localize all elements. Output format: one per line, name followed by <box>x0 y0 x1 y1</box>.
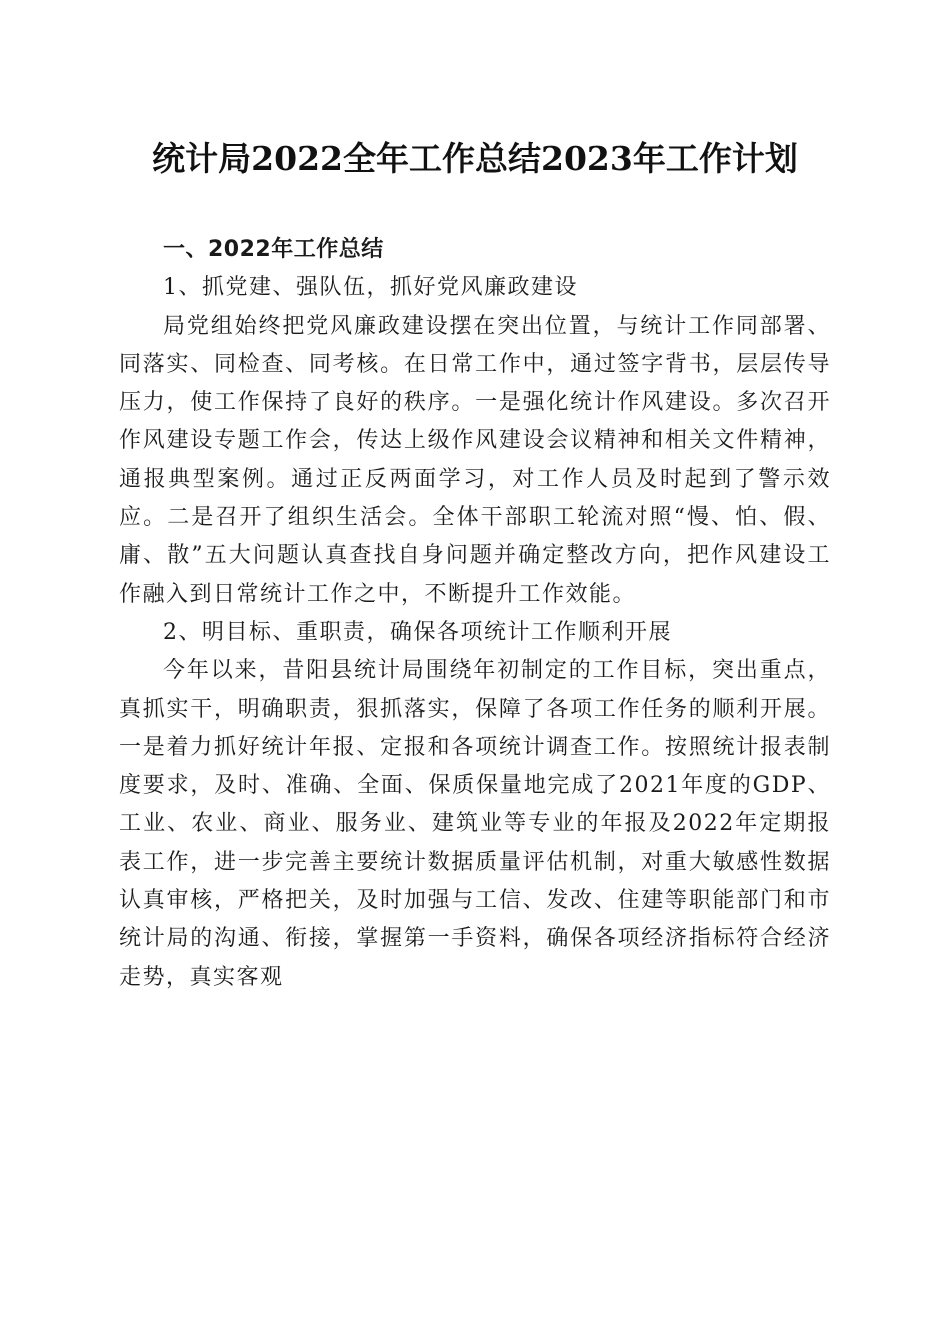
subsection-heading-2: 2、明目标、重职责，确保各项统计工作顺利开展 <box>163 619 672 645</box>
subsection-heading-1: 1、抓党建、强队伍，抓好党风廉政建设 <box>163 275 578 301</box>
document-title: 统计局2022全年工作总结2023年工作计划 <box>152 139 798 178</box>
document-body <box>119 231 831 997</box>
paragraph-2: 今年以来，昔阳县统计局围绕年初制定的工作目标，突出重点，真抓实干，明确职责，狠抓落实，保障了各项工作任务的顺利开展。一是着力抓好统计年报、定报和各项统计调查工作。按照统计报表制度要求，及时、准确、全面、保质保量地完成了2021年度的GDP、工业、农业、商业、服务业、建筑业等专业的年报及2022年定期报表工作，进一步完善主要统计数据质量评估机制，对重大敏感性数据认真审核，严格把关，及时加强与工信、发改、住建等职能部门和市统计局的沟通、衔接，掌握第一手资料，确保各项经济指标符合经济走势，真实客观 <box>119 658 831 990</box>
section-heading: 一、2022年工作总结 <box>163 237 384 262</box>
paragraph-1: 局党组始终把党风廉政建设摆在突出位置，与统计工作同部署、同落实、同检查、同考核。在日常工作中，通过签字背书，层层传导压力，使工作保持了良好的秩序。一是强化统计作风建设。多次召开作风建设专题工作会，传达上级作风建设会议精神和相关文件精神，通报典型案例。通过正反两面学习，对工作人员及时起到了警示效应。二是召开了组织生活会。全体干部职工轮流对照“慢、怕、假、庸、散”五大问题认真查找自身问题并确定整改方向，把作风建设工作融入到日常统计工作之中，不断提升工作效能。 <box>119 313 831 607</box>
